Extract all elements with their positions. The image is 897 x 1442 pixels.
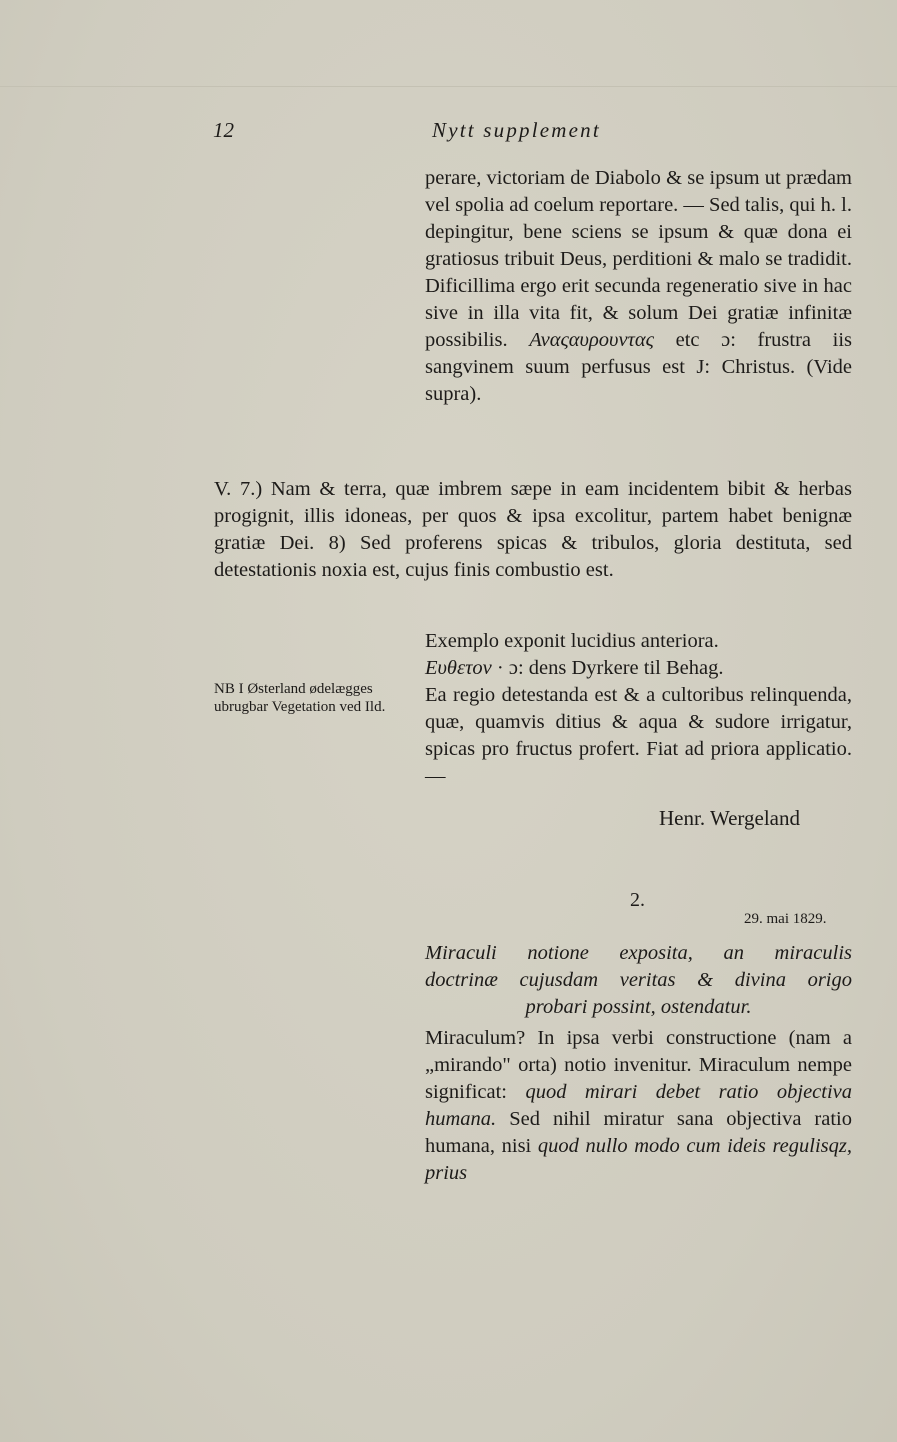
section-title-line-2: doctrinæ cujusdam veritas & divina origo — [425, 969, 852, 991]
margin-note: NB I Østerland ødelægges ubrugbar Vegetation ved Ild. — [214, 681, 386, 715]
paragraph-3 — [425, 628, 852, 790]
paragraph-2-text: Nam & terra, quæ imbrem sæpe in eam incidentem bibit & herbas progignit, illis idoneas, per quos & ipsa excolitur, partem habet benignæ gratiæ Dei. 8) Sed proferens spicas & tribulos, gloria destituta, sed detestationis noxia est, cujus finis combustio est. — [214, 478, 852, 581]
signature: Henr. Wergeland — [659, 806, 800, 830]
paragraph-3-line-2 — [425, 655, 852, 682]
paragraph-3-line-1: Exemplo exponit lucidius anteriora. — [425, 630, 719, 652]
greek-word-1: Αναςαυρουντας — [529, 329, 654, 351]
paragraph-4-part-2: Sed nihil miratur sana objectiva ratio humana, nisi — [425, 1108, 852, 1157]
running-title: Nytt supplement — [432, 118, 601, 142]
scan-line — [0, 86, 897, 87]
paragraph-2 — [214, 476, 852, 584]
paragraph-1-after-greek: etc ɔ: frustra iis sangvinem suum perfusus est J: Christus. (Vide supra). — [425, 329, 853, 405]
section-title-line-3: probari possint, ostendatur. — [525, 996, 752, 1018]
section-number: 2. — [630, 889, 645, 911]
section-date: 29. mai 1829. — [744, 911, 827, 927]
page-number: 12 — [213, 118, 234, 142]
paragraph-1 — [425, 165, 852, 408]
paragraph-4-part-1: Miraculum? In ipsa verbi constructione (nam a „mirando" orta) notio invenitur. Miraculum nempe significat: — [425, 1027, 852, 1103]
paragraph-3-line-2-rest: · ɔ: dens Dyrkere til Behag. — [491, 657, 724, 679]
paragraph-4 — [425, 1025, 852, 1187]
paragraph-4-italic-2: quod nullo modo cum ideis regulisqz, prius — [425, 1135, 852, 1184]
paragraph-4-italic-1: quod mirari debet ratio objectiva humana. — [425, 1081, 853, 1130]
section-title-line-1: Miraculi notione exposita, an miraculis — [425, 942, 852, 964]
paragraph-3-text: Ea regio detestanda est & a cultoribus relinquenda, quæ, quamvis ditius & aqua & sudore irrigatur, spicas pro fructus profert. Fiat ad priora applicatio. — — [425, 684, 852, 787]
page-header — [0, 118, 897, 146]
section-title — [425, 940, 852, 1021]
paragraph-1-text: perare, victoriam de Diabolo & se ipsum ut prædam vel spolia ad coelum reportare. — Sed talis, qui h. l. depingitur, bene sciens se ipsum & quæ dona ei gratiosus tribuit Deus, perditioni & malo se tradidit. Dificillima ergo erit secunda regeneratio sive in hac sive in illa vita fit, & solum Dei gratiæ infinitæ possibilis. — [425, 167, 852, 351]
verse-label: V. 7.) — [214, 478, 263, 500]
greek-word-2: Ευθετον — [425, 657, 492, 679]
